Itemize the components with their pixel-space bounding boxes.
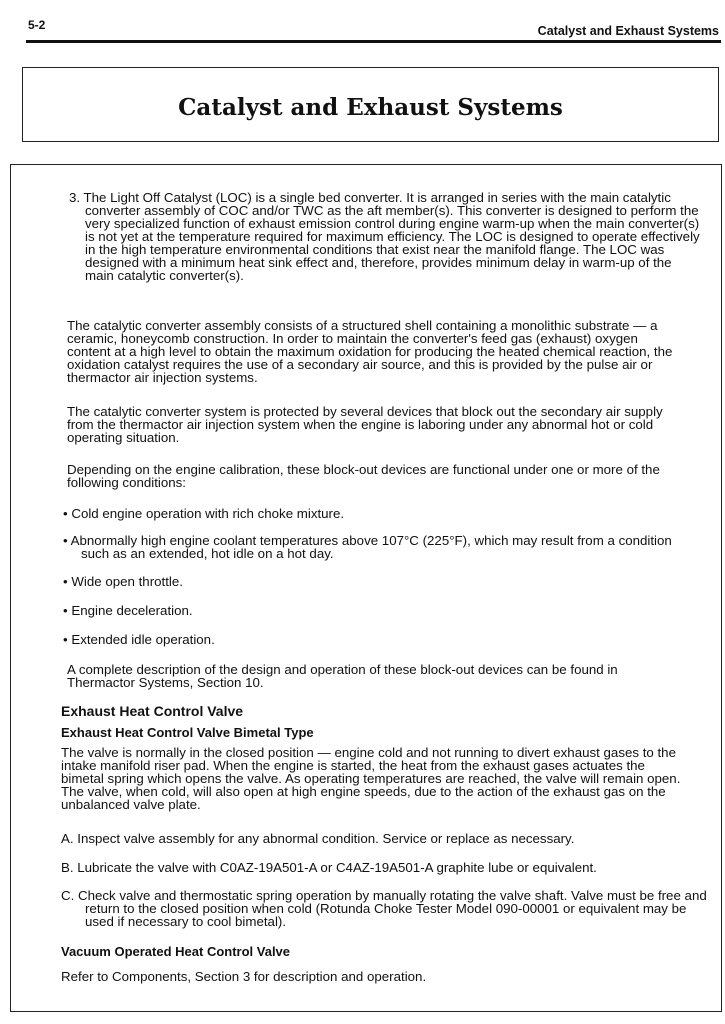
subheading-vacuum-operated: Vacuum Operated Heat Control Valve bbox=[61, 944, 291, 959]
title-box bbox=[22, 67, 719, 142]
paragraph-converter-protection: The catalytic converter system is protected by several devices that block out the secondary air supply from the thermactor air injection system when the engine is laboring under any abnormal hot or cold operating situation. bbox=[67, 404, 663, 445]
bullet-item: • Cold engine operation with rich choke mixture. bbox=[63, 506, 345, 521]
content-box bbox=[10, 164, 722, 1012]
step-item-b: B. Lubricate the valve with C0AZ-19A501-A or C4AZ-19A501-A graphite lube or equivalent. bbox=[61, 860, 597, 875]
step-item-a: A. Inspect valve assembly for any abnormal condition. Service or replace as necessary. bbox=[61, 831, 575, 846]
bullet-item: • Abnormally high engine coolant temperatures above 107°C (225°F), which may result from a condition such as an extended, hot idle on a hot day. bbox=[63, 533, 672, 561]
list-item-loc: 3. The Light Off Catalyst (LOC) is a single bed converter. It is arranged in series with the main catalytic converter assembly of COC and/or TWC as the aft member(s). This converter is designed to perform the very specialized function of exhaust emission control during engine warm-up when the main converter(s) is not yet at the temperature required for maximum efficiency. The LOC is designed to operate effectively in the high temperature environmental conditions that exist near the manifold flange. The LOC was designed with a minimum heat sink effect and, therefore, provides minimum delay in warm-up of the main catalytic converter(s). bbox=[69, 190, 700, 283]
bullet-item: • Wide open throttle. bbox=[63, 574, 183, 589]
paragraph-valve-operation: The valve is normally in the closed position — engine cold and not running to divert exhaust gases to the intake manifold riser pad. When the engine is started, the heat from the exhaust gases actuates the bimetal spring which opens the valve. As operating temperatures are reached, the valve will remain open. The valve, when cold, will also open at high engine speeds, due to the action of the exhaust gas on the unbalanced valve plate. bbox=[61, 745, 681, 812]
paragraph-block-out-description: A complete description of the design and operation of these block-out devices can be found in Thermactor Systems, Section 10. bbox=[67, 662, 618, 690]
page-number: 5-2 bbox=[28, 18, 46, 32]
paragraph-engine-calibration: Depending on the engine calibration, these block-out devices are functional under one or more of the following conditions: bbox=[67, 462, 660, 490]
bullet-item: • Engine deceleration. bbox=[63, 603, 193, 618]
bullet-item: • Extended idle operation. bbox=[63, 632, 215, 647]
paragraph-converter-assembly: The catalytic converter assembly consists of a structured shell containing a monolithic substrate — a ceramic, honeycomb construction. In order to maintain the converter's feed gas (exhaust) oxygen content at a high level to obtain the maximum oxidation for producing the heated chemical reaction, the oxidation catalyst requires the use of a secondary air source, and this is provided by the pulse air or thermactor air injection systems. bbox=[67, 318, 673, 385]
subheading-bimetal-type: Exhaust Heat Control Valve Bimetal Type bbox=[61, 725, 314, 740]
section-heading: Exhaust Heat Control Valve bbox=[61, 703, 244, 719]
page-title: Catalyst and Exhaust Systems bbox=[178, 94, 563, 121]
paragraph-vacuum-reference: Refer to Components, Section 3 for description and operation. bbox=[61, 969, 427, 984]
step-item-c: C. Check valve and thermostatic spring operation by manually rotating the valve shaft. Valve must be free and return to the closed position when cold (Rotunda Choke Tester Model 090-00001 or equivalent may be used if necessary to cool bimetal). bbox=[61, 888, 707, 929]
header-rule bbox=[26, 40, 721, 43]
running-header-title: Catalyst and Exhaust Systems bbox=[537, 24, 719, 38]
